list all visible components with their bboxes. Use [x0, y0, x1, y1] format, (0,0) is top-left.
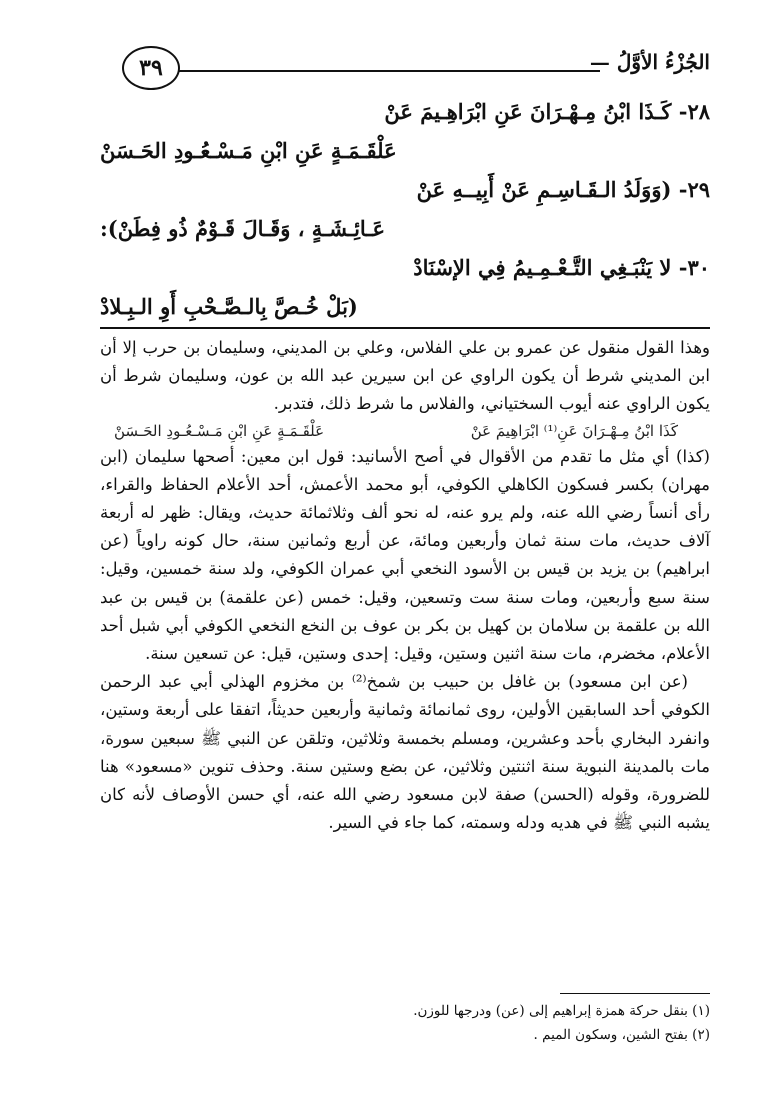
verse-28-second: عَلْقَـمَـةٍ عَنِ ابْنِ مَـسْـعُـودِ الحَـسَنْ: [100, 138, 397, 163]
inline-verse-first: كَذَا ابْنُ مِـهْـرَانَ عَنِ⁽¹⁾ ابْرَاهِيمَ عَنْ: [470, 421, 678, 440]
verse-29-second: عَـائِـشَـةٍ ، وَقَـالَ قَـوْمٌ ذُو فِطَنْ):: [100, 216, 386, 241]
inline-verse: [100, 419, 710, 443]
verse-30-second: (بَلْ خُـصَّ بِالـصَّـحْبِ أَوِ الـبِـلادْ: [100, 294, 358, 319]
inline-verse-second: عَلْقَـمَـةٍ عَنِ ابْنِ مَـسْـعُـودِ الحَـسَنْ: [114, 421, 325, 440]
page-number: ٣٩: [122, 46, 180, 90]
paragraph-intro: وهذا القول منقول عن عمرو بن علي الفلاس، وعلي بن المديني، وسليمان بن حرب إلا أن ابن المديني شرط أن يكون الراوي عن ابن سيرين عبد الله بن عون، وسليمان شرط أن يكون الراوي عنه أيوب السختياني، والفلاس ما شرط ذلك، فتدبر.: [100, 338, 710, 414]
verses-divider: [100, 327, 710, 329]
part-title: الجُزْءُ الأوَّلُ —: [590, 50, 710, 74]
verse-29-first: ٢٩- (وَوَلَدُ الـقَـاسِـمِ عَنْ أَبِيــهِ عَنْ: [416, 177, 710, 202]
paragraph-ibn-masud: (عن ابن مسعود) بن غافل بن حبيب بن شمخ⁽²⁾ بن مخزوم الهذلي أبي عبد الرحمن الكوفي أحد السابقين الأولين، روى ثمانمائة وثمانية وأربعين حديثاً، اتفقا على أربعة وستين، وانفرد البخاري بأحد وعشرين، ومسلم بخمسة وثلاثين، وتلقن عن النبي ﷺ سبعين سورة، مات بالمدينة النبوية سنة اثنتين وثلاثين، عن بضع وستين سنة. وحذف تنوين «مسعود» هنا للضرورة، وقوله (الحسن) صفة لابن مسعود رضي الله عنه، أي حسن الأوصاف لأنه كان يشبه النبي ﷺ في هديه ودله وسمته، كما جاء في السير.: [100, 672, 710, 833]
verse-30-first: ٣٠- لا يَنْبَـغِي التَّـعْـمِـيمُ فِي الإسْنَادْ: [413, 255, 710, 280]
commentary: [100, 334, 710, 837]
poem-verses: [100, 92, 710, 326]
page-header: [100, 44, 710, 92]
verse-28-first: ٢٨- كَـذَا ابْنُ مِـهْـرَانَ عَنِ ابْرَاهِـيمَ عَنْ: [384, 99, 710, 124]
footnote-2: (٢) بفتح الشين، وسكون الميم .: [533, 1027, 710, 1043]
footnote-rule: [560, 993, 710, 994]
footnote-1: (١) بنقل حركة همزة إبراهيم إلى (عن) ودرجها للوزن.: [413, 1003, 710, 1019]
header-rule: [170, 70, 600, 72]
footnotes: [100, 999, 710, 1047]
paragraph-sulayman: (كذا) أي مثل ما تقدم من الأقوال في أصح الأسانيد: قول ابن معين: أصحها سليمان (ابن مهران) بكسر فسكون الكاهلي الكوفي، أبو محمد الأعمش، أحد الأعلام الحفاظ والقراء، رأى أنساً رضي الله عنه، ولم يرو عنه، له نحو ألف وثلاثمائة حديث، ويقال: ظهر له أربعة آلاف حديث، مات سنة ثمان وأربعين ومائة، عن أربع وثمانين سنة، حال كونه راوياً (عن ابراهيم) بن يزيد بن قيس بن الأسود النخعي أبي عمران الكوفي، ولد سنة خمسين، وقيل: سنة سبع وأربعين، ومات سنة ست وتسعين، وقيل: خمس (عن علقمة) بن قيس بن عبد الله بن علقمة بن سلامان بن كهيل بن بكر بن عوف بن النخع النخعي الكوفي أبي شبل أحد الأعلام، مخضرم، مات سنة اثنين وستين، وقيل: إحدى وستين، قيل: عن تسعين سنة.: [100, 446, 710, 664]
